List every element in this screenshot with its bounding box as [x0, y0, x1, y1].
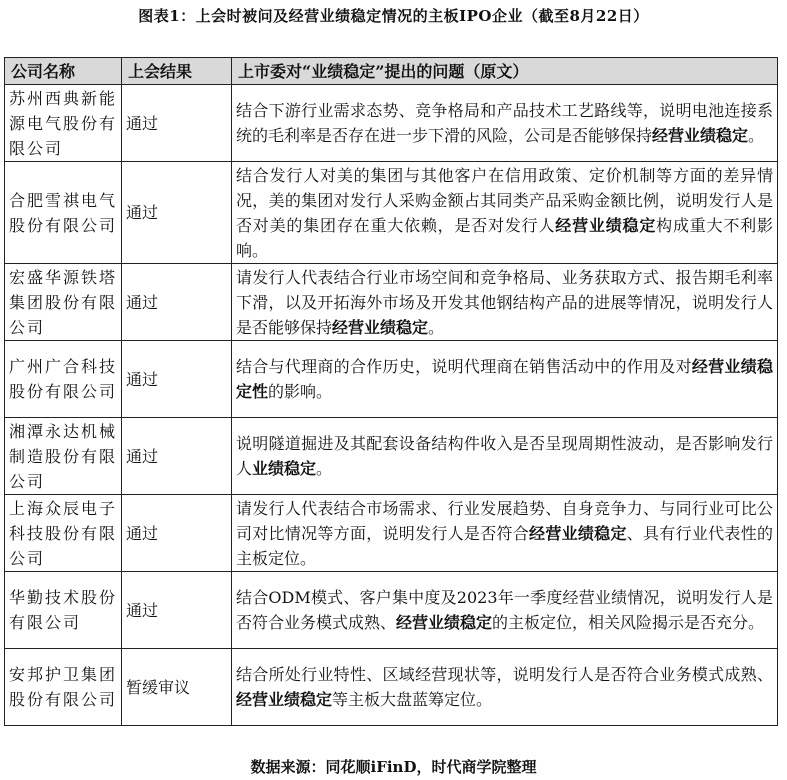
committee-question [232, 162, 778, 264]
committee-question [232, 341, 778, 418]
header-question: 上市委对“业绩稳定”提出的问题（原文） [232, 58, 778, 85]
question-text: 。 [316, 459, 333, 478]
table-row [5, 495, 778, 572]
question-highlight: 经营业绩稳定 [652, 126, 749, 145]
question-highlight: 经营业绩稳定 [529, 523, 627, 543]
meeting-result: 通过 [122, 341, 232, 418]
company-name: 合肥雪祺电气股份有限公司 [5, 162, 122, 264]
data-source-note: 数据来源：同花顺iFinD，时代商学院整理 [250, 758, 537, 776]
question-text: 请发行人代表结合行业市场空间和竞争格局、业务获取方式、报告期毛利率下滑，以及开拓海外市场及开发其他钢结构产品的进展等情况，说明发行人是否能够保持 [236, 267, 773, 337]
table-row [5, 649, 778, 726]
committee-question [232, 649, 778, 726]
figure-title: 图表1：上会时被问及经营业绩稳定情况的主板IPO企业（截至8月22日） [138, 7, 649, 25]
committee-question [232, 418, 778, 495]
company-name: 华勤技术股份有限公司 [5, 572, 122, 649]
meeting-result: 暂缓审议 [122, 649, 232, 726]
table-row [5, 264, 778, 341]
committee-question [232, 85, 778, 162]
table-row [5, 85, 778, 162]
meeting-result: 通过 [122, 162, 232, 264]
header-result: 上会结果 [122, 58, 232, 85]
question-highlight: 经营业绩稳定 [236, 690, 333, 709]
table-row [5, 341, 778, 418]
question-highlight: 业绩稳定 [252, 459, 317, 478]
question-highlight: 经营业绩稳定 [332, 317, 429, 337]
question-text: 。 [748, 126, 765, 145]
header-company: 公司名称 [5, 58, 122, 85]
question-text: 说明隧道掘进及其配套设备结构件收入是否呈现周期性波动，是否影响发行人 [236, 434, 773, 478]
question-text: 、具有行业代表性的主板定位。 [236, 523, 773, 568]
question-highlight: 经营业绩稳定 [555, 215, 657, 235]
company-name: 宏盛华源铁塔集团股份有限公司 [5, 264, 122, 341]
question-text: 等主板大盘蓝筹定位。 [332, 690, 493, 709]
company-name: 广州广合科技股份有限公司 [5, 341, 122, 418]
question-text: 结合下游行业需求态势、竞争格局和产品技术工艺路线等，说明电池连接系统的毛利率是否存在进一步下滑的风险，公司是否能够保持 [236, 101, 773, 145]
meeting-result: 通过 [122, 85, 232, 162]
committee-question [232, 264, 778, 341]
company-name: 湘潭永达机械制造股份有限公司 [5, 418, 122, 495]
table-row [5, 418, 778, 495]
question-highlight: 经营业绩稳定 [396, 613, 493, 632]
question-text: 结合与代理商的合作历史，说明代理商在销售活动中的作用及对 [236, 357, 692, 376]
question-text: 。 [428, 317, 445, 337]
committee-question [232, 572, 778, 649]
meeting-result: 通过 [122, 495, 232, 572]
company-name: 苏州西典新能源电气股份有限公司 [5, 85, 122, 162]
question-text: 结合ODM模式、客户集中度及2023年一季度经营业绩情况，说明发行人是否符合业务模式成熟、 [236, 588, 773, 632]
question-text: 结合发行人对美的集团与其他客户在信用政策、定价机制等方面的差异情况，美的集团对发行人采购金额占其同类产品采购金额比例，说明发行人是否对美的集团存在重大依赖，是否对发行人 [236, 165, 773, 235]
company-name: 安邦护卫集团股份有限公司 [5, 649, 122, 726]
table-header-row [5, 58, 778, 85]
question-text: 构成重大不利影响。 [236, 215, 773, 260]
meeting-result: 通过 [122, 264, 232, 341]
question-text: 请发行人代表结合市场需求、行业发展趋势、自身竞争力、与同行业可比公司对比情况等方面，说明发行人是否符合 [236, 498, 773, 543]
question-text: 结合所处行业特性、区域经营现状等，说明发行人是否符合业务模式成熟、 [236, 665, 773, 684]
meeting-result: 通过 [122, 572, 232, 649]
question-highlight: 经营业绩稳定性 [236, 357, 773, 401]
company-name: 上海众辰电子科技股份有限公司 [5, 495, 122, 572]
question-text: 的主板定位，相关风险揭示是否充分。 [492, 613, 765, 632]
table-row [5, 162, 778, 264]
question-text: 的影响。 [268, 382, 333, 401]
meeting-result: 通过 [122, 418, 232, 495]
table-row [5, 572, 778, 649]
committee-question [232, 495, 778, 572]
ipo-companies-table [4, 57, 778, 726]
